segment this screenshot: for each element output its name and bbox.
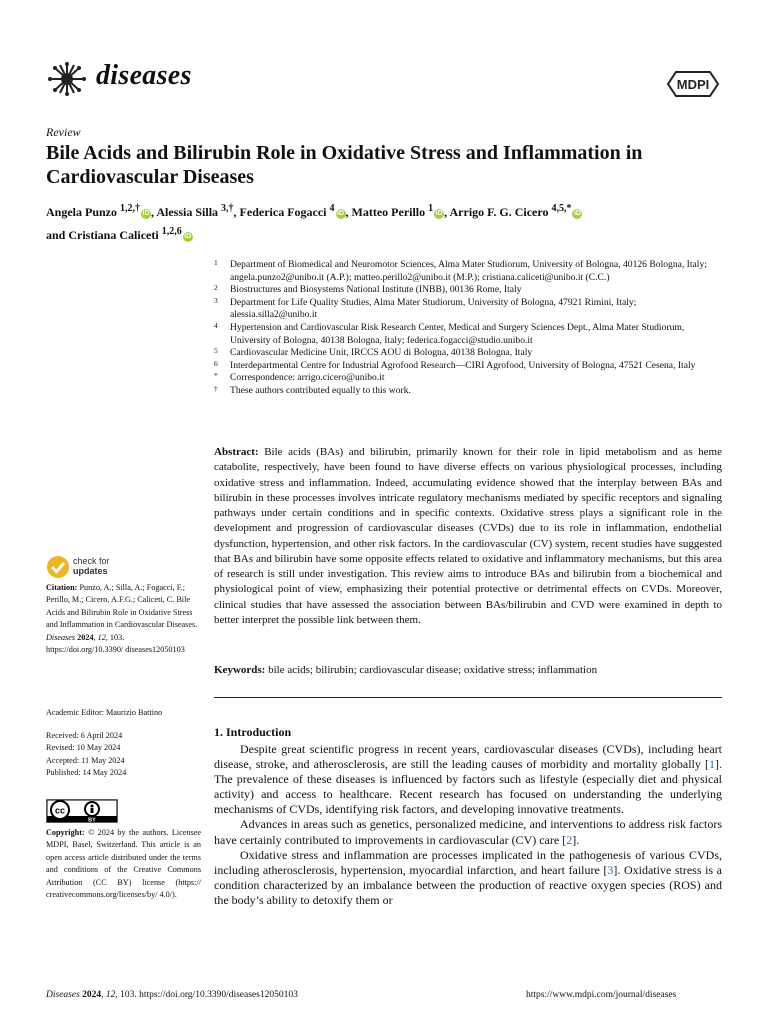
journal-name: diseases — [96, 60, 192, 91]
affiliation: 4 Hypertension and Cardiovascular Risk Research Center, Medical and Surgery Sciences Dept., Alma Mater Studiorum, University of Bologna, 40138 Bologna, Italy; federica.fogacci@studio.unibo.it — [214, 320, 685, 346]
academic-editor: Academic Editor: Maurizio Battino — [46, 708, 163, 717]
author-list: Angela Punzo $^{1,2,\dagger}$ iD , Alessia Silla $^{3,\dagger}$, Federica Fogacci $^4$ iD , Matteo Perillo $^1$ iD , Arrigo F. G. Cicero $^{4,5,*}$ iD and Cristiana Caliceti $^{1,2,6}$ iD — [46, 203, 581, 242]
author-name: Arrigo F. G. Cicero — [449, 205, 549, 219]
published-date: Published: 14 May 2024 — [46, 768, 127, 778]
paragraph: Oxidative stress and inflammation are processes implicated in the pathogenesis of various CVDs, including atherosclerosis, hypertension, myocardial infarction, and heart failure [3]. Oxidative stress is a condition characterized by an imbalance between the production of reactive oxygen species (ROS) and the body’s ability to detoxify them or — [214, 847, 722, 907]
divider — [214, 697, 722, 698]
paragraph: Despite great scientific progress in recent years, cardiovascular diseases (CVDs), including heart disease, stroke, and atherosclerosis, are still the leading causes of morbidity and mortality globally [1]. The prevalence of these diseases is influenced by factors such as lifestyle (especially diet and physical activity) and access to healthcare. Recent research has focused on understanding the underlying mechanisms of CVDs, identifying risk factors, and developing innovative treatments. — [214, 742, 722, 817]
check-for-updates-button[interactable]: check for updates — [46, 555, 166, 581]
equal-contribution-note: † These authors contributed equally to this work. — [214, 383, 411, 396]
check-updates-icon — [46, 555, 70, 579]
svg-text:MDPI: MDPI — [676, 77, 710, 92]
affiliation: 1 Department of Biomedical and Neuromotor Sciences, Alma Mater Studiorum, University of Bologna, 40126 Bologna, Italy; angela.punzo2@unibo.it (A.P.); matteo.perillo2@unibo.it (M.P.); cristiana.caliceti@unibo.it (C.C.) — [214, 258, 707, 283]
copyright-notice: Copyright: © 2024 by the authors. Licensee MDPI, Basel, Switzerland. This article is an open access article distributed under the terms and conditions of the Creative Commons Attribution (CC BY) license (https:// creativecommons.org/licenses/by/ 4.0/). — [46, 828, 202, 900]
author-name: Matteo Perillo — [351, 205, 426, 219]
abstract — [214, 445, 722, 628]
revised-date: Revised: 10 May 2024 — [46, 743, 121, 753]
author-name: Cristiana Caliceti — [68, 228, 159, 242]
affiliation: 3 Department for Life Quality Studies, Alma Mater Studiorum, University of Bologna, 47921 Rimini, Italy; alessia.silla2@unibo.it — [214, 295, 637, 321]
article-type: Review — [46, 125, 81, 139]
reference-link[interactable]: 3 — [607, 862, 614, 877]
footer-citation: Diseases 2024, 12, 103. https://doi.org/10.3390/diseases12050103 — [46, 990, 298, 1000]
accepted-date: Accepted: 11 May 2024 — [46, 755, 125, 765]
introduction-body — [214, 742, 722, 908]
cc-by-license-icon[interactable] — [46, 799, 118, 823]
received-date: Received: 6 April 2024 — [46, 731, 123, 740]
citation: Citation: Punzo, A.; Silla, A.; Fogacci, F.; Perillo, M.; Cicero, A.F.G.; Caliceti, C. Bile Acids and Bilirubin Role in Oxidative Stress and Inflammation in Cardiovascular Diseases. Diseases 2024, 12, 103. https://doi.org/10.3390/ diseases12050103 — [46, 583, 198, 655]
affiliation: 2 Biostructures and Biosystems National Institute (INBB), 00136 Rome, Italy — [214, 283, 522, 296]
orcid-icon[interactable]: iD — [435, 210, 443, 217]
svg-text:BY: BY — [88, 817, 96, 823]
orcid-icon[interactable]: iD — [337, 210, 345, 217]
paragraph: Advances in areas such as genetics, personalized medicine, and interventions to address risk factors have certainly contributed to improvements in cardiovascular (CV) care [2]. — [214, 817, 722, 847]
publication-dates — [46, 730, 201, 780]
mdpi-logo — [666, 70, 720, 98]
svg-text:cc: cc — [54, 805, 66, 816]
abstract-label: Abstract: — [214, 446, 259, 458]
affiliation-list — [214, 259, 724, 398]
affiliation: 5 Cardiovascular Medicine Unit, IRCCS AOU di Bologna, 40138 Bologna, Italy — [214, 346, 533, 359]
orcid-icon[interactable]: iD — [573, 210, 581, 217]
keywords-label: Keywords: — [214, 664, 266, 676]
reference-link[interactable]: 2 — [566, 832, 573, 847]
journal-url-link[interactable]: https://www.mdpi.com/journal/diseases — [526, 990, 677, 1000]
article-title: Bile Acids and Bilirubin Role in Oxidative Stress and Inflammation in Cardiovascular Diseases — [46, 142, 643, 188]
keywords — [214, 664, 722, 676]
keywords-text: bile acids; bilirubin; cardiovascular disease; oxidative stress; inflammation — [268, 664, 598, 676]
reference-link[interactable]: 1 — [709, 757, 715, 772]
abstract-text: Bile acids (BAs) and bilirubin, primarily known for their role in lipid metabolism and as heme catabolite, respectively, have been found to have diverse effects on various physiological processes, including oxidative stress and inflammation. Indeed, accumulating evidence showed that the interplay between BAs and bilirubin in these processes involves intricate regulatory mechanisms mediated by specific receptors and signaling pathways under certain conditions and in specific contexts. Oxidative stress plays a significant role in the development and progression of cardiovascular diseases (CVDs) due to its role in inflammation, endothelial dysfunction, hypertension, and other risk factors. In the cardiovascular (CV) system, recent studies have suggested that BAs and bilirubin have some opposite effects related to oxidative and inflammatory mechanisms, but this area of research is still under investigation. This review aims to introduce BAs and bilirubin from a biochemical and physiological point of view, emphasizing their potential protective or detrimental effects on CVDs. Moreover, clinical studies that have assessed the association between BAs/bilirubin and CVD were examined in depth to better interpret the possible link between them. — [214, 446, 722, 626]
author-name: Angela Punzo — [46, 205, 118, 219]
section-heading: 1. Introduction — [214, 725, 292, 739]
affiliation: 6 Interdepartmental Centre for Industrial Agrofood Research—CIRI Agrofood, University of Bologna, 47521 Cesena, Italy — [214, 358, 696, 371]
author-name: Federica Fogacci — [239, 205, 327, 219]
correspondence: * Correspondence: arrigo.cicero@unibo.it — [214, 371, 385, 384]
author-name: Alessia Silla — [156, 205, 219, 219]
journal-logo-icon — [46, 62, 88, 96]
orcid-icon[interactable]: iD — [184, 233, 192, 240]
orcid-icon[interactable]: iD — [142, 210, 150, 217]
